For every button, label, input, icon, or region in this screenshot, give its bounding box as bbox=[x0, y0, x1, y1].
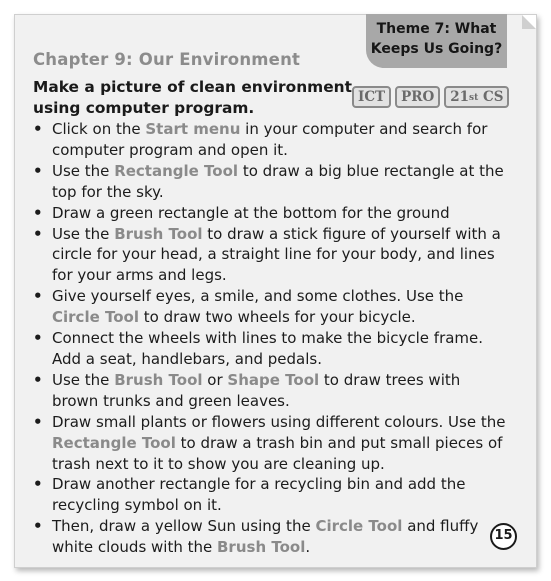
instruction-text: Use the bbox=[52, 370, 115, 389]
bullet-icon: • bbox=[33, 203, 43, 222]
chapter-title: Chapter 9: Our Environment bbox=[33, 50, 301, 69]
instruction-text: Use the bbox=[52, 224, 115, 243]
badge-ict: ICT bbox=[352, 86, 391, 108]
theme-line-1: Theme 7: What bbox=[376, 21, 497, 37]
badge-21st-cs: 21st CS bbox=[444, 86, 509, 108]
page-corner-fold bbox=[522, 15, 536, 29]
instruction-text: Draw another rectangle for a recycling bin and add the recycling symbol on it. bbox=[52, 475, 466, 515]
bullet-icon: • bbox=[33, 224, 43, 243]
tool-name: Brush Tool bbox=[114, 370, 203, 389]
instruction-text: or bbox=[202, 370, 228, 389]
badge-pro: PRO bbox=[395, 86, 440, 108]
theme-line-2: Keeps Us Going? bbox=[370, 41, 503, 57]
bullet-icon: • bbox=[33, 287, 43, 306]
instruction-text: Draw a green rectangle at the bottom for the ground bbox=[52, 203, 450, 222]
instruction-item bbox=[29, 370, 507, 412]
tool-name: Brush Tool bbox=[217, 538, 306, 557]
instruction-item bbox=[29, 224, 507, 287]
tool-name: Shape Tool bbox=[227, 370, 320, 389]
bullet-icon: • bbox=[33, 120, 43, 138]
instruction-text: Use the bbox=[52, 161, 115, 180]
instruction-text: and fluffy white clouds with the bbox=[52, 517, 479, 557]
bullet-icon: • bbox=[33, 475, 43, 494]
bullet-icon: • bbox=[33, 517, 43, 536]
instruction-text: to draw trees with brown trunks and green leaves. bbox=[52, 370, 461, 410]
bullet-icon: • bbox=[33, 370, 43, 389]
tool-name: Circle Tool bbox=[52, 308, 139, 327]
tool-name: Rectangle Tool bbox=[114, 161, 239, 180]
instruction-text: Give yourself eyes, a smile, and some clothes. Use the bbox=[52, 287, 464, 306]
bullet-icon: • bbox=[33, 161, 43, 180]
instruction-text: Then, draw a yellow Sun using the bbox=[52, 517, 316, 536]
tool-name: Start menu bbox=[145, 120, 241, 138]
instruction-item bbox=[29, 203, 507, 224]
instruction-text: Click on the bbox=[52, 120, 146, 138]
theme-tab bbox=[366, 14, 507, 68]
instruction-text: to draw a trash bin and put small pieces of trash next to it to show you are cleaning up. bbox=[52, 433, 503, 473]
instruction-text: Connect the wheels with lines to make the bicycle frame. Add a seat, handlebars, and pedals. bbox=[52, 329, 484, 368]
instruction-text: in your computer and search for computer program and open it. bbox=[52, 120, 488, 159]
bullet-icon: • bbox=[33, 412, 43, 431]
tool-name: Brush Tool bbox=[114, 224, 203, 243]
instruction-text: to draw a big blue rectangle at the top for the sky. bbox=[52, 161, 504, 201]
instruction-text: to draw a stick figure of yourself with a circle for your head, a straight line for your body, and lines for your arms and legs. bbox=[52, 224, 501, 285]
instruction-text: to draw two wheels for your bicycle. bbox=[138, 308, 416, 327]
instruction-item bbox=[29, 516, 507, 558]
tool-name: Circle Tool bbox=[315, 517, 403, 536]
instruction-list bbox=[29, 119, 507, 558]
activity-heading: Make a picture of clean environment using computer program. bbox=[33, 78, 352, 117]
instruction-item bbox=[29, 474, 507, 516]
instruction-text: . bbox=[305, 538, 311, 557]
instruction-item bbox=[29, 119, 507, 161]
instruction-text: Draw small plants or flowers using different colours. Use the bbox=[52, 412, 506, 431]
tool-name: Rectangle Tool bbox=[52, 433, 176, 452]
instruction-item bbox=[29, 412, 507, 475]
bullet-icon: • bbox=[33, 329, 43, 348]
instruction-item bbox=[29, 286, 507, 328]
page-number: 15 bbox=[490, 523, 517, 550]
instruction-item bbox=[29, 161, 507, 203]
skill-badges bbox=[352, 86, 509, 108]
instruction-item bbox=[29, 328, 507, 370]
